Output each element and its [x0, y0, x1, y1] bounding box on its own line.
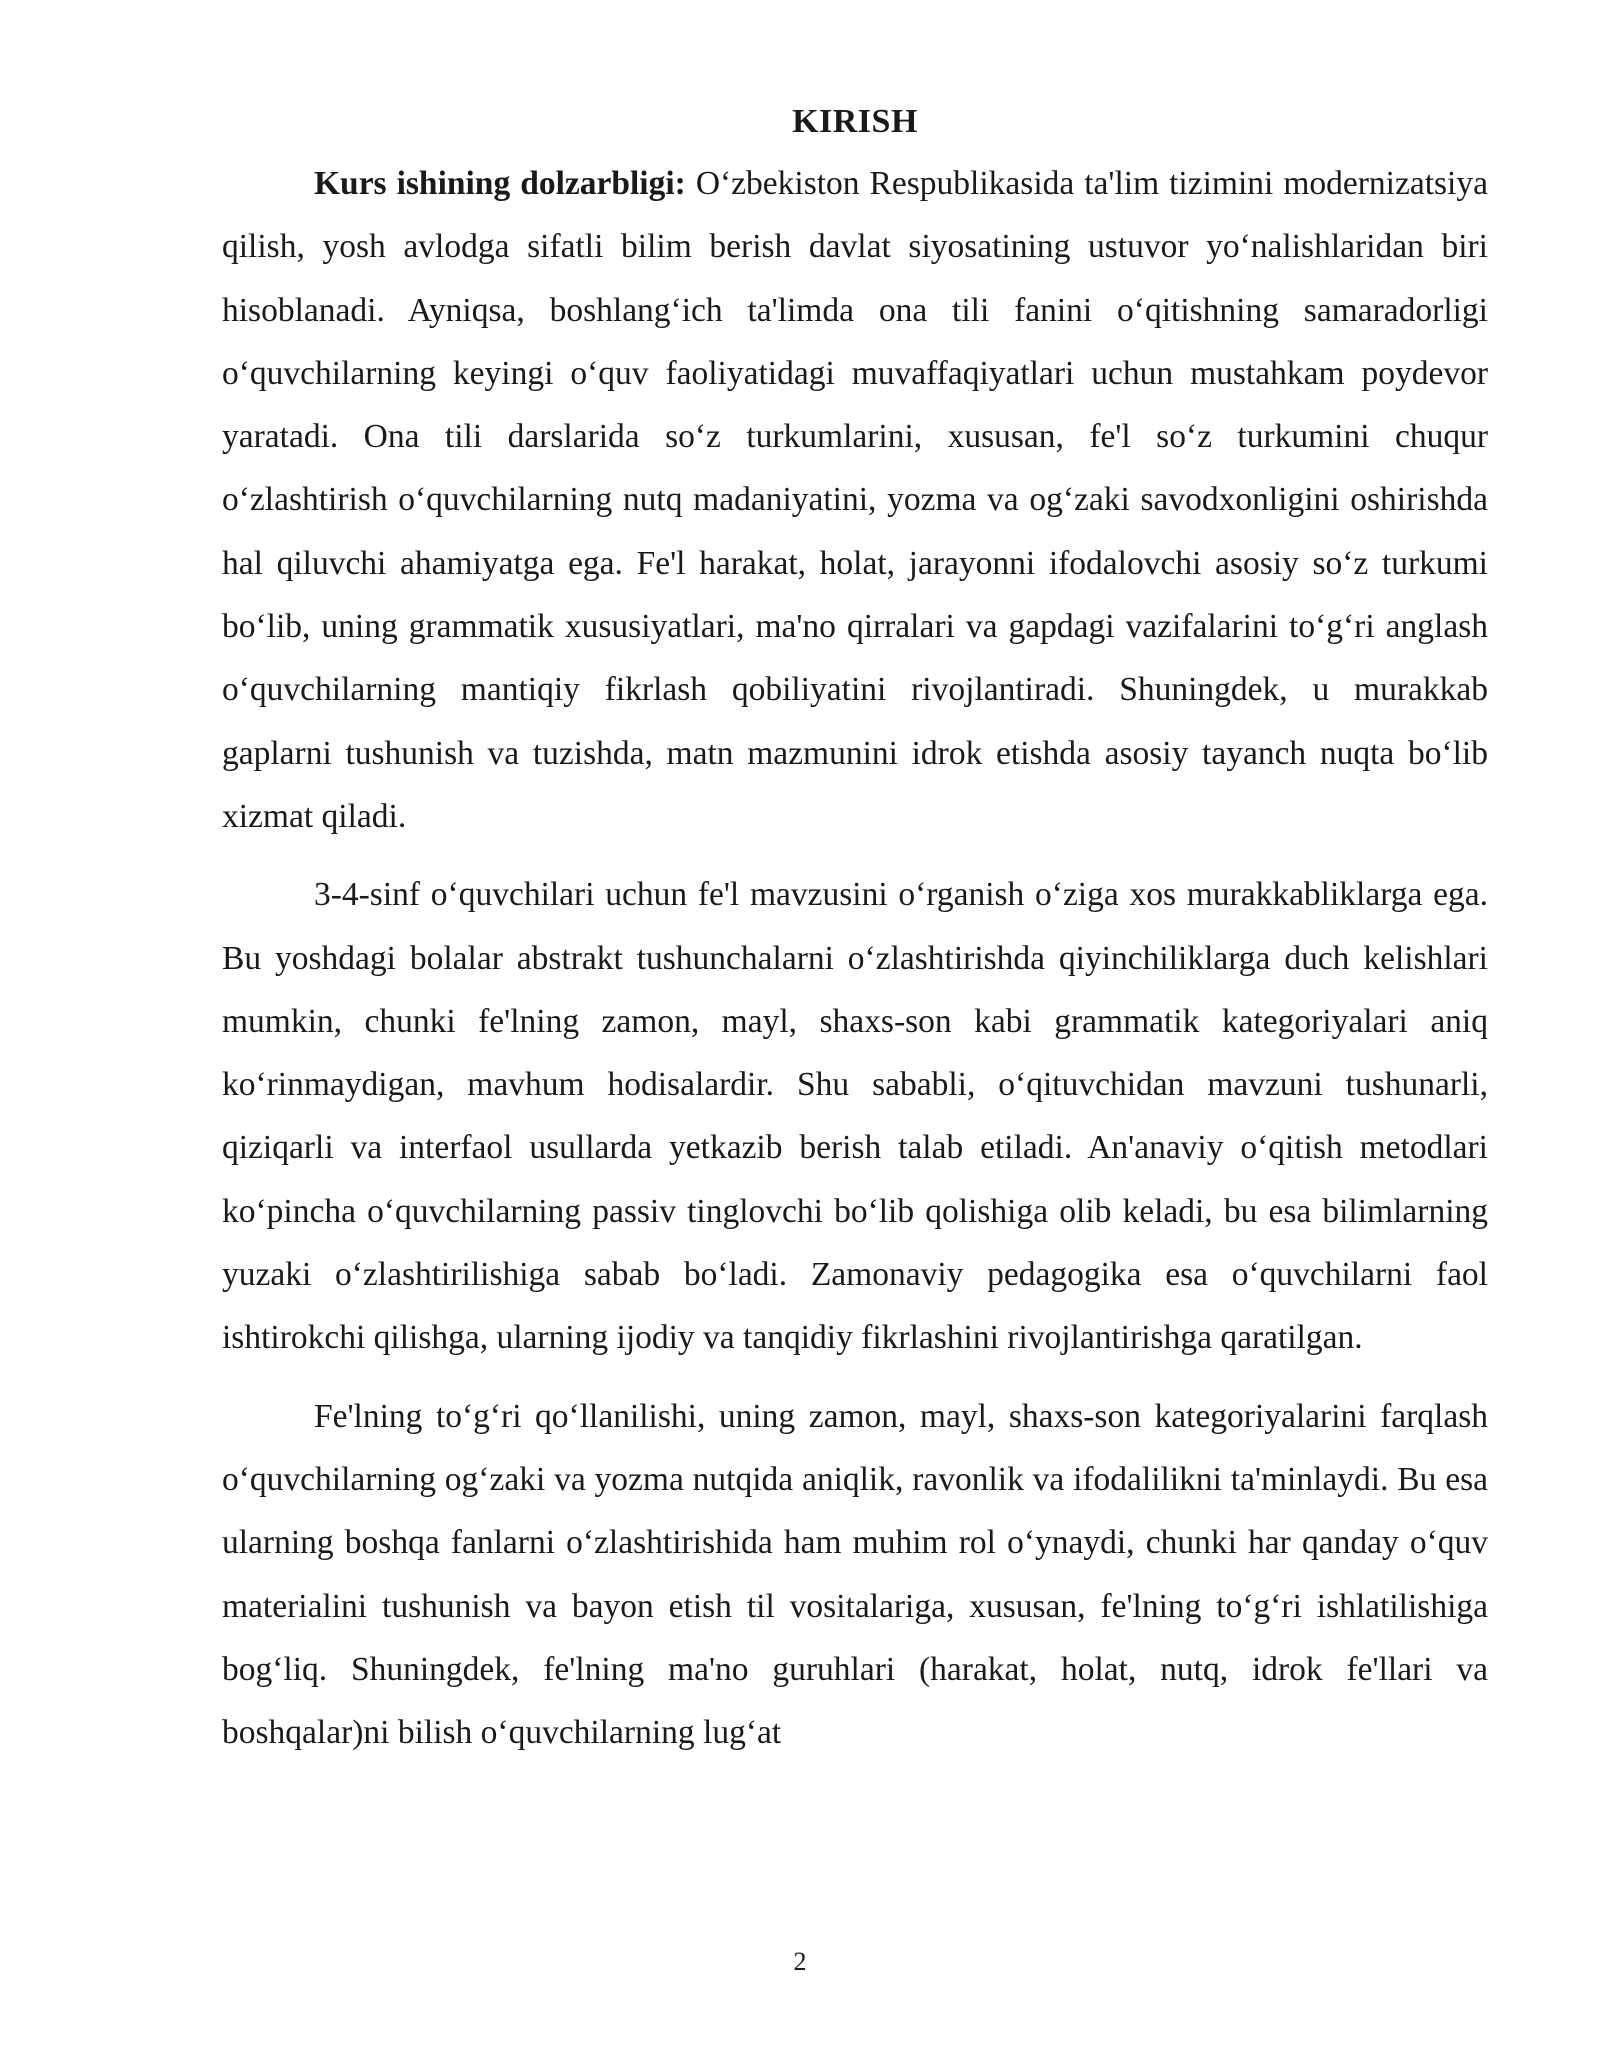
paragraph-grade-difficulties — [222, 863, 1488, 1369]
paragraph-text: O‘zbekiston Respublikasida ta'lim tizimini modernizatsiya qilish, yosh avlodga sifatli bilim berish davlat siyosatining ustuvor yo‘nalishlaridan biri hisoblanadi. Ayniqsa, boshlang‘ich ta'limda ona tili fanini o‘qitishning samaradorligi o‘quvchilarning keyingi o‘quv faoliyatidagi muvaffaqiyatlari uchun mustahkam poydevor yaratadi. Ona tili darslarida so‘z turkumlarini, xususan, fe'l so‘z turkumini chuqur o‘zlashtirish o‘quvchilarning nutq madaniyatini, yozma va og‘zaki savodxonligini oshirishda hal qiluvchi ahamiyatga ega. Fe'l harakat, holat, jarayonni ifodalovchi asosiy so‘z turkumi bo‘lib, uning grammatik xususiyatlari, ma'no qirralari va gapdagi vazifalarini to‘g‘ri anglash o‘quvchilarning mantiqiy fikrlash qobiliyatini rivojlantiradi. Shuningdek, u murakkab gaplarni tushunish va tuzishda, matn mazmunini idrok etishda asosiy tayanch nuqta bo‘lib xizmat qiladi. — [222, 165, 1488, 835]
paragraph-relevance — [222, 152, 1488, 848]
paragraph-verb-usage — [222, 1385, 1488, 1765]
paragraph-text: 3-4-sinf o‘quvchilari uchun fe'l mavzusini o‘rganish o‘ziga xos murakkabliklarga ega. Bu yoshdagi bolalar abstrakt tushunchalarni o‘zlashtirishda qiyinchiliklarga duch kelishlari mumkin, chunki fe'lning zamon, mayl, shaxs-son kabi grammatik kategoriyalari aniq ko‘rinmaydigan, mavhum hodisalardir. Shu sababli, o‘qituvchidan mavzuni tushunarli, qiziqarli va interfaol usullarda yetkazib berish talab etiladi. An'anaviy o‘qitish metodlari ko‘pincha o‘quvchilarning passiv tinglovchi bo‘lib qolishiga olib keladi, bu esa bilimlarning yuzaki o‘zlashtirilishiga sabab bo‘ladi. Zamonaviy pedagogika esa o‘quvchilarni faol ishtirokchi qilishga, ularning ijodiy va tanqidiy fikrlashini rivojlantirishga qaratilgan. — [222, 876, 1488, 1357]
page-content — [222, 96, 1488, 1764]
page-number: 2 — [793, 1947, 807, 1976]
section-title: KIRISH — [792, 103, 918, 140]
paragraph-text: Fe'lning to‘g‘ri qo‘llanilishi, uning zamon, mayl, shaxs-son kategoriyalarini farqlash o‘quvchilarning og‘zaki va yozma nutqida aniqlik, ravonlik va ifodalilikni ta'minlaydi. Bu esa ularning boshqa fanlarni o‘zlashtirishida ham muhim rol o‘ynaydi, chunki har qanday o‘quv materialini tushunish va bayon etish til vositalariga, xususan, fe'lning to‘g‘ri ishlatilishiga bog‘liq. Shuningdek, fe'lning ma'no guruhlari (harakat, holat, nutq, idrok fe'llari va boshqalar)ni bilish o‘quvchilarning lug‘at — [222, 1397, 1488, 1752]
paragraph-lead: Kurs ishining dolzarbligi: — [314, 165, 686, 202]
